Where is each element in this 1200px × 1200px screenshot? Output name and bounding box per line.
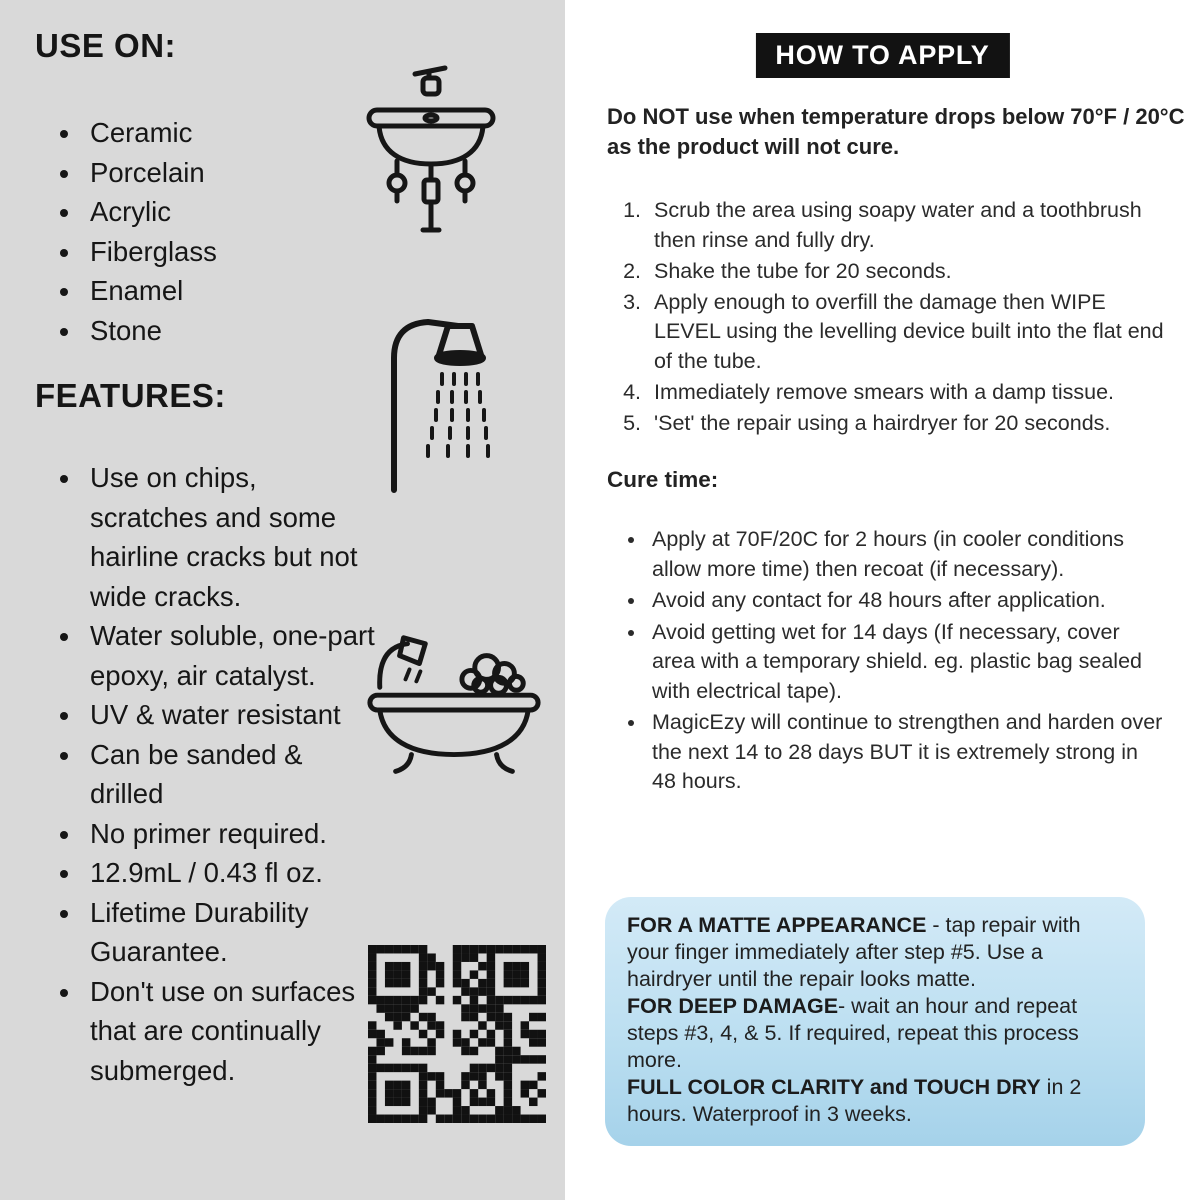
clarity-tip [627,1074,1123,1128]
use-on-list [57,113,357,350]
apply-step: 4. Immediately remove smears with a damp tissue. [647,378,1167,408]
apply-step: 1. Scrub the area using soapy water and a toothbrush then rinse and fully dry. [647,196,1167,255]
features-list [57,458,381,1090]
tips-box [605,897,1145,1146]
feature-item: • 12.9mL / 0.43 fl oz. [83,853,381,893]
apply-step: 2. Shake the tube for 20 seconds. [647,257,1167,287]
qr-code [368,945,546,1123]
features-title: FEATURES: [35,377,226,414]
cure-time-list [607,525,1167,799]
use-on-item: • Acrylic [83,192,357,232]
feature-item: • UV & water resistant [83,695,381,735]
deep-damage-tip [627,993,1123,1074]
shower-icon [378,300,528,495]
feature-item: • No primer required. [83,814,381,854]
feature-item: • Don't use on surfaces that are continually submerged. [83,972,381,1091]
sink-icon [345,58,517,250]
apply-steps-list [607,196,1167,440]
use-on-item: • Stone [83,311,357,351]
deep-damage-text: - wait an hour and repeat steps #3, 4, & 5. If required, repeat this process more. [627,994,1079,1072]
matte-tip-text: - tap repair with your finger immediately after step #5. Use a hairdryer until the repair looks matte. [627,913,1081,991]
use-on-item: • Fiberglass [83,232,357,272]
feature-item: • Use on chips, scratches and some hairline cracks but not wide cracks. [83,458,381,616]
feature-item: • Lifetime Durability Guarantee. [83,893,381,972]
apply-step: 3. Apply enough to overfill the damage then WIPE LEVEL using the levelling device built into the flat end of the tube. [647,288,1167,377]
cure-item: • Apply at 70F/20C for 2 hours (in cooler conditions allow more time) then recoat (if necessary). [647,525,1167,584]
feature-item: • Water soluble, one-part epoxy, air catalyst. [83,616,381,695]
clarity-text: in 2 hours. Waterproof in 3 weeks. [627,1075,1082,1126]
deep-damage-label: FOR DEEP DAMAGE [627,994,839,1018]
use-on-title: USE ON: [35,27,177,64]
use-on-item: • Enamel [83,271,357,311]
temperature-warning: Do NOT use when temperature drops below 70°F / 20°C as the product will not cure. [607,104,1185,159]
cure-time-title: Cure time: [607,467,719,492]
matte-tip [627,912,1123,993]
cure-item: • Avoid getting wet for 14 days (If necessary, cover area with a temporary shield. eg. plastic bag sealed with electrical tape). [647,618,1167,707]
left-panel [0,0,565,1200]
clarity-label: FULL COLOR CLARITY and TOUCH DRY [627,1075,1041,1099]
how-to-apply-title: HOW TO APPLY [755,33,1009,78]
feature-item: • Can be sanded & drilled [83,735,381,814]
cure-item: • MagicEzy will continue to strengthen and harden over the next 14 to 28 days BUT it is extremely strong in 48 hours. [647,708,1167,797]
matte-tip-label: FOR A MATTE APPEARANCE [627,913,927,937]
bathtub-icon [360,618,548,806]
cure-item: • Avoid any contact for 48 hours after application. [647,586,1167,616]
apply-step: 5. 'Set' the repair using a hairdryer for 20 seconds. [647,409,1167,439]
use-on-item: • Ceramic [83,113,357,153]
use-on-item: • Porcelain [83,153,357,193]
right-panel [565,0,1200,1200]
